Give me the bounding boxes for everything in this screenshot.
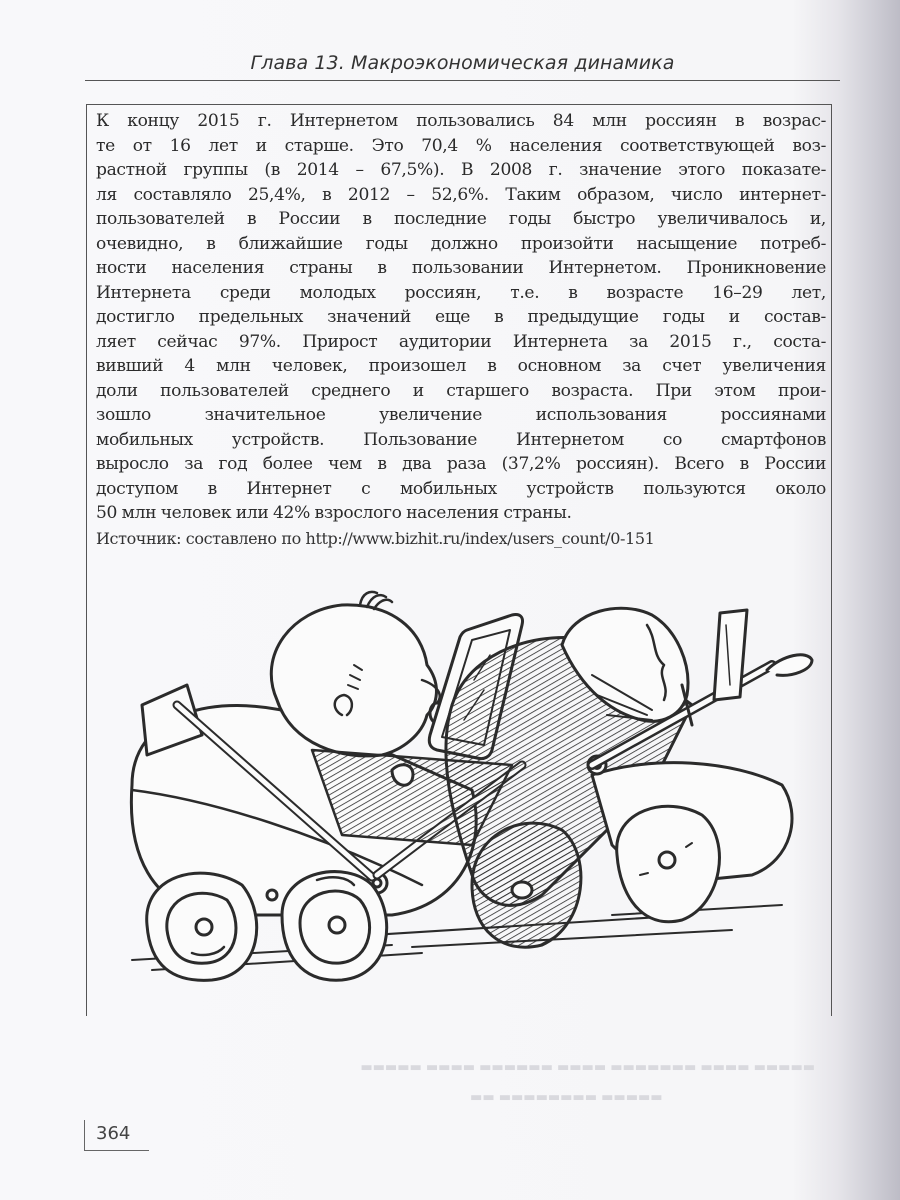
source-citation: Источник: составлено по http://www.bizhit.ru/index/users_count/0-151 [96,529,655,548]
text-line: вивший 4 млн человек, произошел в основном за счет увеличения [96,356,826,376]
prams-collision-illustration [92,585,832,1015]
text-line: мобильных устройств. Пользование Интернетом со смартфонов [96,429,826,450]
text-line: доступом в Интернет с мобильных устройств пользуются около [96,478,826,499]
right-pram-wheel-2 [617,806,720,921]
text-line: ля составляло 25,4%, в 2012 – 52,6%. Таким образом, число интернет- [96,184,826,205]
text-line: ляет сейчас 97%. Прирост аудитории Интернета за 2015 г., соста- [96,331,826,352]
left-pram-wheel-2 [282,872,387,981]
text-line: ности населения страны в пользовании Интернетом. Проникновение [96,258,826,278]
text-line: растной группы (в 2014 – 67,5%). В 2008 г. значение этого показате- [96,160,826,180]
text-line: пользователей в России в последние годы быстро увеличивалось и, [96,209,826,229]
text-line: достигло предельных значений еще в предыдущие годы и состав- [96,307,826,327]
left-pram-wheel-1 [147,873,257,980]
bleed-through-text: ▬▬▬▬▬ ▬▬▬▬▬▬▬▬ ▬▬ [470,1090,663,1105]
bleed-through-text: ▬▬▬▬▬ ▬▬▬▬ ▬▬▬▬▬▬▬ ▬▬▬▬ ▬▬▬▬▬▬ ▬▬▬▬ ▬▬▬▬▬ [360,1060,815,1075]
running-head-title: Глава 13. Макроэкономическая динамика [250,52,675,74]
text-line: Интернета среди молодых россиян, т.е. в возрасте 16–29 лет, [96,282,826,303]
text-line: выросло за год более чем в два раза (37,2% россиян). Всего в России [96,454,826,474]
text-line: доли пользователей среднего и старшего возраста. При этом прои- [96,380,826,401]
text-line: 50 млн человек или 42% взрослого населения страны. [96,503,572,523]
text-line: К концу 2015 г. Интернетом пользовались 84 млн россиян в возрас- [96,111,826,131]
text-line: очевидно, в ближайшие годы должно произойти насыщение потреб- [96,233,826,254]
right-pram-wheel-1 [472,823,581,947]
smartphone-icon [714,610,747,700]
text-line: зошло значительное увеличение использования россиянами [96,405,826,425]
info-box-text [96,109,826,526]
header-rule [85,80,840,81]
page-number: 364 [96,1123,131,1144]
text-line: те от 16 лет и старше. Это 70,4 % населения соответствующей воз- [96,135,826,156]
